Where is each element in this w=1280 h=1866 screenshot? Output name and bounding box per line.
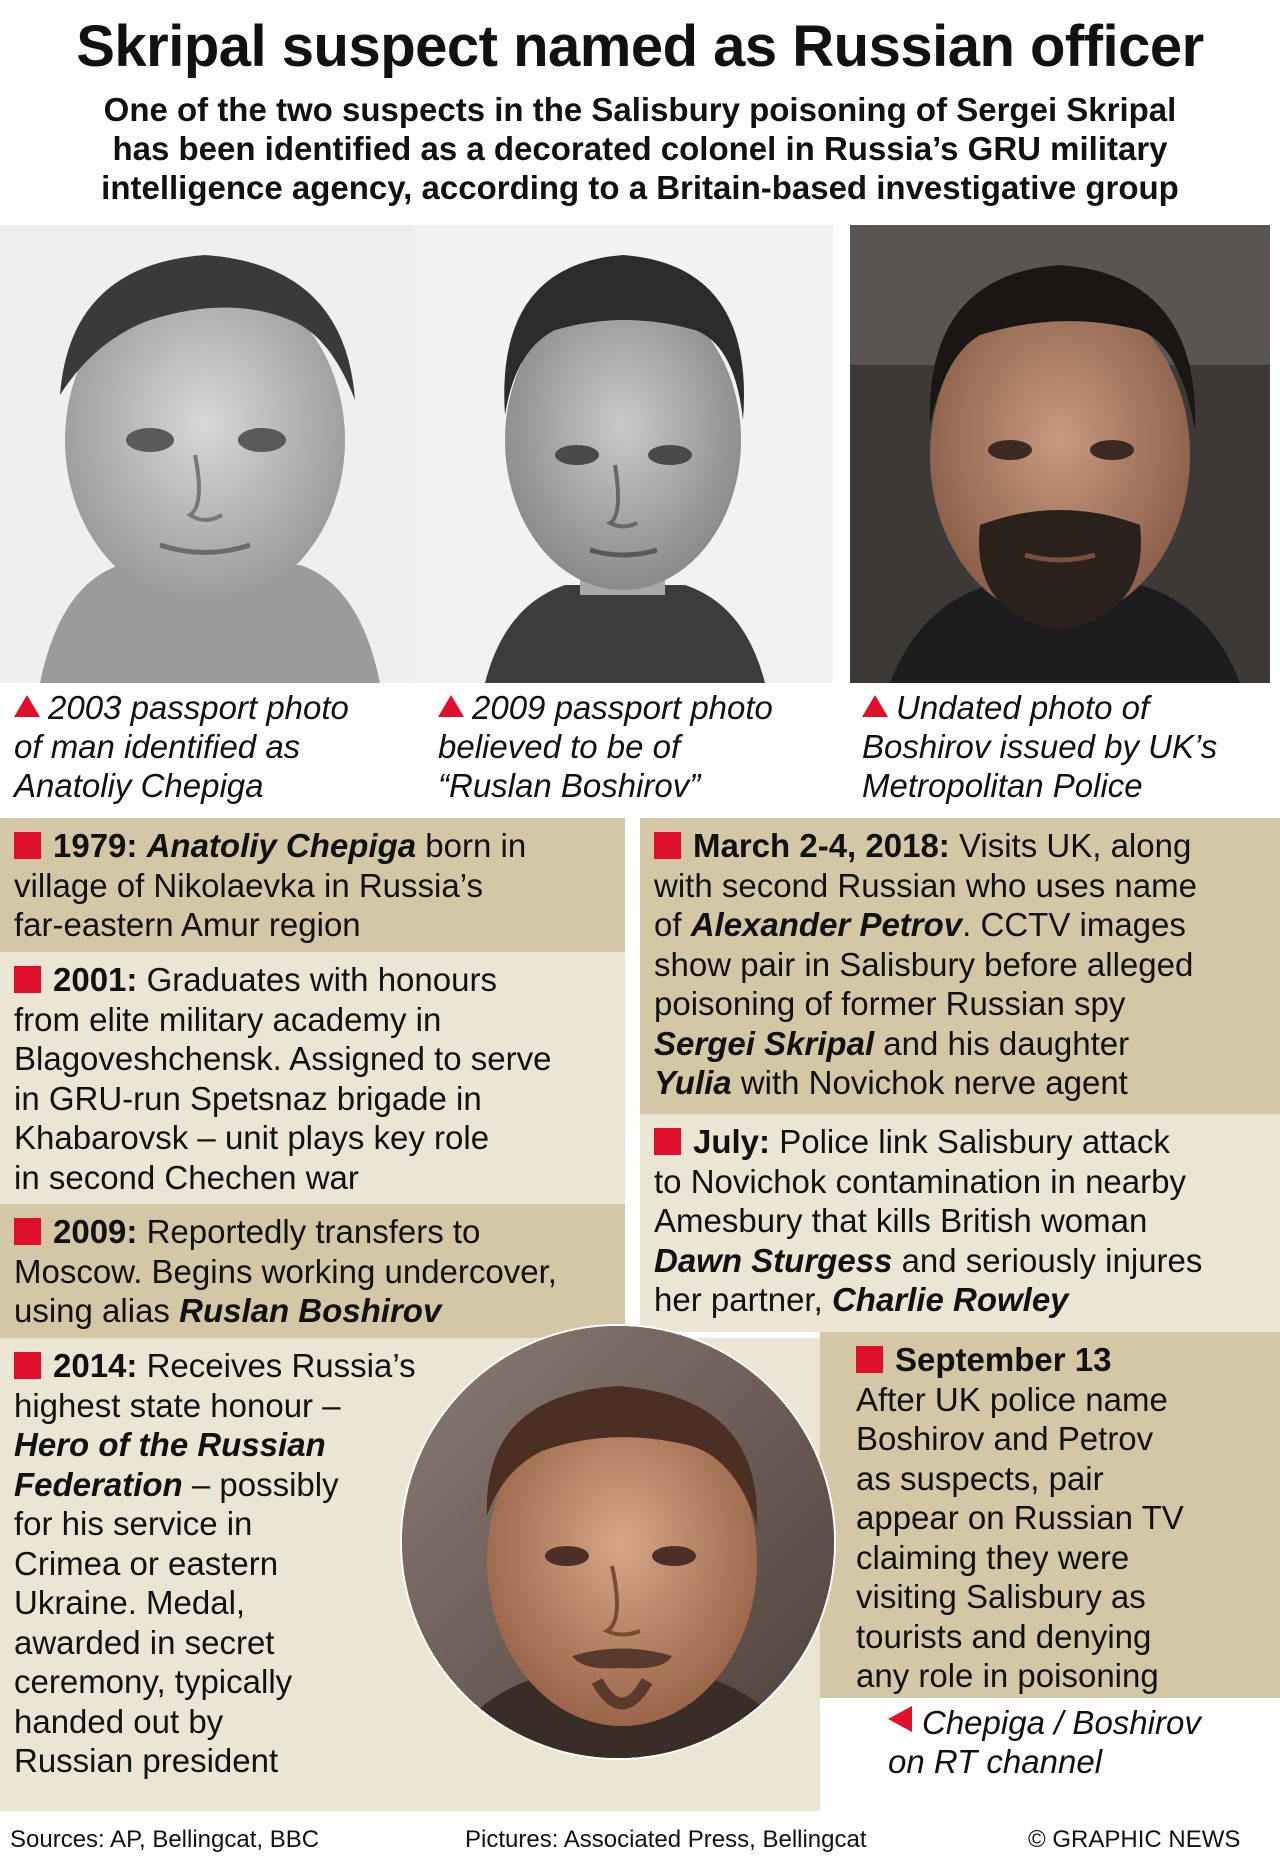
timeline-text: in GRU-run Spetsnaz brigade in: [14, 1079, 482, 1117]
timeline-text: using alias: [14, 1292, 180, 1329]
sources-credit: Sources: AP, Bellingcat, BBC: [10, 1826, 320, 1853]
timeline-text: . CCTV images: [962, 906, 1186, 943]
photo-2009-passport: [415, 225, 833, 683]
timeline-1979: [0, 818, 625, 952]
photo-caption-2009: [438, 688, 838, 805]
timeline-text: Boshirov and Petrov: [856, 1420, 1154, 1457]
headline: Skripal suspect named as Russian officer: [76, 14, 1204, 79]
square-bullet-icon: [14, 832, 41, 859]
timeline-text: and his daughter: [874, 1024, 1130, 1062]
caption-line: “Ruslan Boshirov”: [438, 767, 701, 804]
timeline-text: Ukraine. Medal,: [14, 1584, 246, 1621]
timeline-text: Crimea or eastern: [14, 1544, 279, 1582]
timeline-text: Visits UK, along: [958, 827, 1192, 864]
timeline-text: as suspects, pair: [856, 1459, 1104, 1497]
timeline-text: in second Chechen war: [14, 1158, 359, 1196]
timeline-text: visiting Salisbury as: [856, 1578, 1146, 1615]
timeline-text: poisoning of former Russian spy: [654, 985, 1126, 1022]
subhead-line: has been identified as a decorated colonel in Russia’s GRU military: [112, 130, 1168, 167]
timeline-date: 2014:: [53, 1347, 138, 1384]
timeline-text: Moscow. Begins working undercover,: [14, 1252, 557, 1290]
timeline-date: 1979:: [53, 827, 138, 864]
honour-name: Federation: [14, 1465, 183, 1503]
person-name: Anatoliy Chepiga: [146, 827, 417, 864]
square-bullet-icon: [14, 966, 41, 993]
timeline-text: to Novichok contamination in nearby: [654, 1162, 1186, 1200]
caption-line: on RT channel: [888, 1743, 1103, 1780]
person-name: Charlie Rowley: [831, 1281, 1069, 1318]
caption-line: 2003 passport photo: [48, 689, 349, 726]
photo-2003-passport: [0, 225, 415, 683]
timeline-text: Police link Salisbury attack: [779, 1123, 1170, 1160]
photo-caption-2003: [14, 688, 404, 805]
timeline-text: far-eastern Amur region: [14, 906, 361, 943]
caption-line: believed to be of: [438, 728, 681, 765]
triangle-up-icon: [14, 695, 40, 717]
person-name: Dawn Sturgess: [654, 1241, 893, 1279]
timeline-text: born in: [416, 827, 527, 864]
timeline-text: – possibly: [182, 1465, 339, 1503]
timeline-text: Blagoveshchensk. Assigned to serve: [14, 1040, 552, 1077]
timeline-text: Reportedly transfers to: [146, 1213, 481, 1250]
timeline-text: any role in poisoning: [856, 1657, 1159, 1694]
square-bullet-icon: [654, 832, 681, 859]
subhead-line: One of the two suspects in the Salisbury poisoning of Sergei Skripal: [103, 91, 1177, 128]
timeline-text: of: [654, 906, 691, 943]
timeline-text: Receives Russia’s: [146, 1347, 416, 1384]
timeline-text: claiming they were: [856, 1538, 1130, 1576]
photo-caption-undated: [862, 688, 1272, 805]
timeline-july: [640, 1114, 1280, 1332]
timeline-text: Khabarovsk – unit plays key role: [14, 1119, 490, 1156]
caption-line: Undated photo of: [896, 689, 1150, 726]
square-bullet-icon: [856, 1346, 883, 1373]
subhead: [30, 90, 1250, 207]
timeline-september-13: [820, 1332, 1280, 1698]
person-name: Ruslan Boshirov: [179, 1292, 442, 1329]
timeline-2009: [0, 1204, 625, 1338]
timeline-date: September 13: [895, 1341, 1112, 1378]
pictures-credit: Pictures: Associated Press, Bellingcat: [465, 1826, 867, 1853]
photo-metropolitan-police: [850, 225, 1270, 683]
person-name: Yulia: [654, 1064, 732, 1101]
caption-line: Chepiga / Boshirov: [922, 1704, 1201, 1741]
person-name: Alexander Petrov: [690, 906, 963, 943]
timeline-text: village of Nikolaevka in Russia’s: [14, 866, 483, 904]
timeline-text: highest state honour –: [14, 1386, 341, 1424]
timeline-text: with Novichok nerve agent: [731, 1064, 1128, 1101]
caption-line: Metropolitan Police: [862, 767, 1143, 804]
timeline-date: March 2-4, 2018:: [693, 827, 950, 864]
graphic-news-credit: © GRAPHIC NEWS: [1028, 1826, 1241, 1853]
timeline-march-2018: [640, 818, 1280, 1114]
timeline-text: Russian president: [14, 1742, 279, 1779]
triangle-up-icon: [862, 695, 888, 717]
caption-line: of man identified as: [14, 728, 301, 765]
timeline-text: Graduates with honours: [146, 961, 497, 998]
timeline-text: with second Russian who uses name: [654, 866, 1197, 904]
timeline-text: Amesbury that kills British woman: [654, 1202, 1148, 1239]
timeline-text: ceremony, typically: [14, 1663, 293, 1700]
triangle-left-icon: [888, 1706, 912, 1732]
timeline-text: and seriously injures: [892, 1241, 1203, 1279]
caption-line: Boshirov issued by UK’s: [862, 728, 1218, 765]
timeline-text: her partner,: [654, 1281, 832, 1318]
timeline-text: handed out by: [14, 1702, 224, 1740]
square-bullet-icon: [14, 1352, 41, 1379]
timeline-date: 2009:: [53, 1213, 138, 1250]
timeline-date: July:: [693, 1123, 771, 1160]
timeline-text: awarded in secret: [14, 1623, 275, 1661]
subhead-line: intelligence agency, according to a Britain-based investigative group: [101, 169, 1179, 206]
timeline-text: show pair in Salisbury before alleged: [654, 945, 1194, 983]
triangle-up-icon: [438, 695, 464, 717]
timeline-2001: [0, 952, 625, 1204]
caption-line: Anatoliy Chepiga: [14, 767, 264, 804]
tv-caption: [888, 1703, 1268, 1781]
square-bullet-icon: [14, 1218, 41, 1245]
rt-channel-photo: [402, 1326, 834, 1758]
timeline-date: 2001:: [53, 961, 138, 998]
caption-line: 2009 passport photo: [472, 689, 773, 726]
timeline-text: After UK police name: [856, 1380, 1168, 1418]
timeline-text: tourists and denying: [856, 1617, 1152, 1655]
person-name: Sergei Skripal: [654, 1024, 875, 1062]
square-bullet-icon: [654, 1128, 681, 1155]
footer: [0, 1816, 1280, 1866]
timeline-text: from elite military academy in: [14, 1000, 442, 1038]
timeline-text: appear on Russian TV: [856, 1499, 1184, 1536]
timeline-text: for his service in: [14, 1505, 253, 1542]
honour-name: Hero of the Russian: [14, 1426, 326, 1463]
